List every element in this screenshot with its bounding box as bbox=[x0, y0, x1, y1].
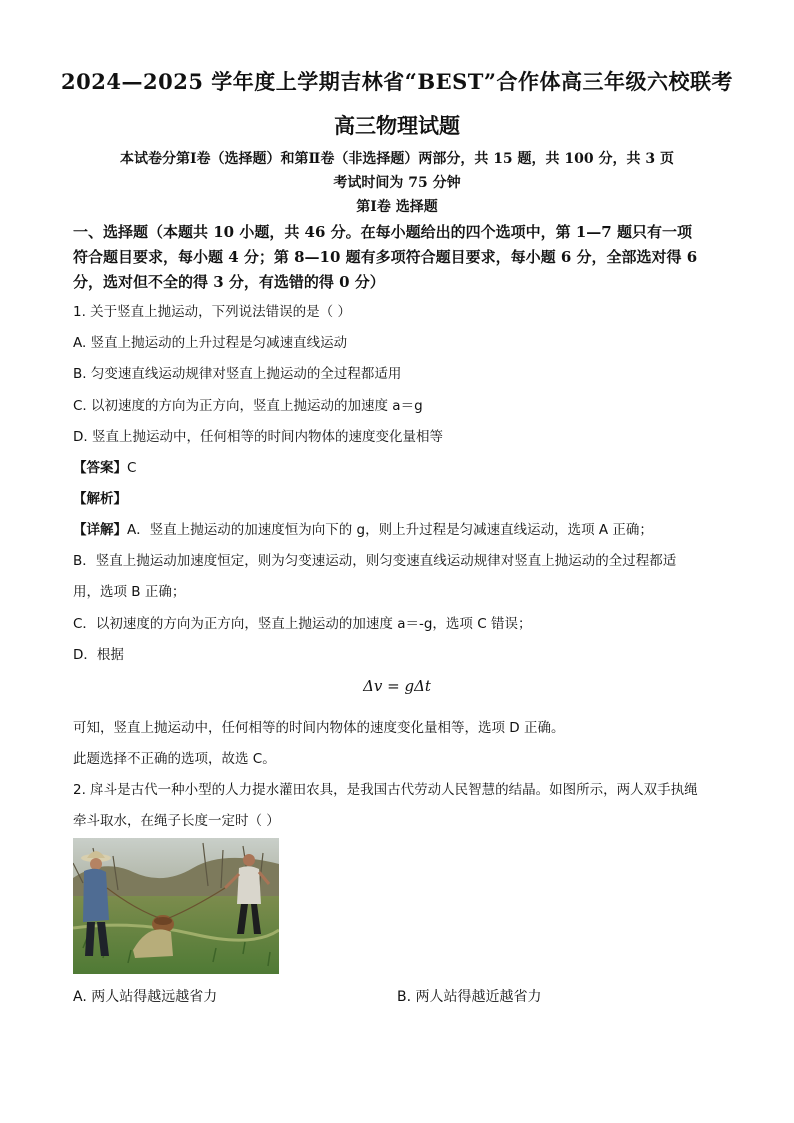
q1-detail-b-line-2: 用，选项 B 正确； bbox=[73, 584, 186, 600]
section-heading-line-2: 符合题目要求，每小题 4 分；第 8—10 题有多项符合题目要求，每小题 6 分，全部选对得 6 bbox=[73, 248, 698, 266]
q1-stem: 1. 关于竖直上抛运动，下列说法错误的是（ ） bbox=[73, 304, 351, 320]
analysis-tag: 【解析】 bbox=[73, 491, 127, 507]
part-label: 第Ⅰ卷 选择题 bbox=[356, 199, 438, 215]
detail-tag: 【详解】 bbox=[73, 522, 127, 538]
q1-conclusion: 可知，竖直上抛运动中，任何相等的时间内物体的速度变化量相等，选项 D 正确。 bbox=[73, 720, 565, 736]
q1-analysis-tag bbox=[73, 487, 127, 507]
q1-option-c: C. 以初速度的方向为正方向，竖直上抛运动的加速度 a＝g bbox=[73, 398, 423, 414]
q1-detail-b-line-1: B．竖直上抛运动加速度恒定，则为匀变速运动，则匀变速直线运动规律对竖直上抛运动的全过程都适 bbox=[73, 553, 677, 569]
intro-line-2: 考试时间为 75 分钟 bbox=[333, 175, 461, 191]
q1-option-a: A. 竖直上抛运动的上升过程是匀减速直线运动 bbox=[73, 335, 348, 351]
intro-line-1: 本试卷分第Ⅰ卷（选择题）和第Ⅱ卷（非选择题）两部分，共 15 题，共 100 分，共 3 页 bbox=[119, 151, 675, 167]
detail-a-text: A．竖直上抛运动的加速度恒为向下的 g，则上升过程是匀减速直线运动，选项 A 正确； bbox=[127, 522, 653, 538]
exam-title: 2024—2025 学年度上学期吉林省“BEST”合作体高三年级六校联考 bbox=[61, 69, 733, 94]
q2-stem-line-1: 2. 戽斗是古代一种小型的人力提水灌田农具，是我国古代劳动人民智慧的结晶。如图所示，两人双手执绳 bbox=[73, 782, 698, 798]
q1-answer bbox=[73, 456, 136, 476]
q1-detail-c: C．以初速度的方向为正方向，竖直上抛运动的加速度 a＝-g，选项 C 错误； bbox=[73, 616, 532, 632]
q1-detail-d: D．根据 bbox=[73, 647, 124, 663]
equation: Δv = gΔt bbox=[363, 677, 431, 695]
q1-option-b: B. 匀变速直线运动规律对竖直上抛运动的全过程都适用 bbox=[73, 366, 402, 382]
q2-option-a: A. 两人站得越远越省力 bbox=[73, 989, 218, 1005]
q1-detail-a bbox=[73, 518, 653, 538]
q2-option-b: B. 两人站得越近越省力 bbox=[397, 989, 542, 1005]
q1-option-d: D. 竖直上抛运动中，任何相等的时间内物体的速度变化量相等 bbox=[73, 429, 443, 445]
farm-photo bbox=[73, 838, 279, 974]
answer-tag: 【答案】 bbox=[73, 460, 127, 476]
exam-subtitle: 高三物理试题 bbox=[334, 113, 460, 138]
answer-value: C bbox=[127, 460, 137, 476]
q1-final: 此题选择不正确的选项，故选 C。 bbox=[73, 751, 276, 767]
section-heading-line-3: 分，选对但不全的得 3 分，有选错的得 0 分） bbox=[73, 273, 385, 291]
section-heading-line-1: 一、选择题（本题共 10 小题，共 46 分。在每小题给出的四个选项中，第 1—7 题只有一项 bbox=[73, 223, 692, 241]
q2-stem-line-2: 牵斗取水，在绳子长度一定时（ ） bbox=[73, 813, 280, 829]
